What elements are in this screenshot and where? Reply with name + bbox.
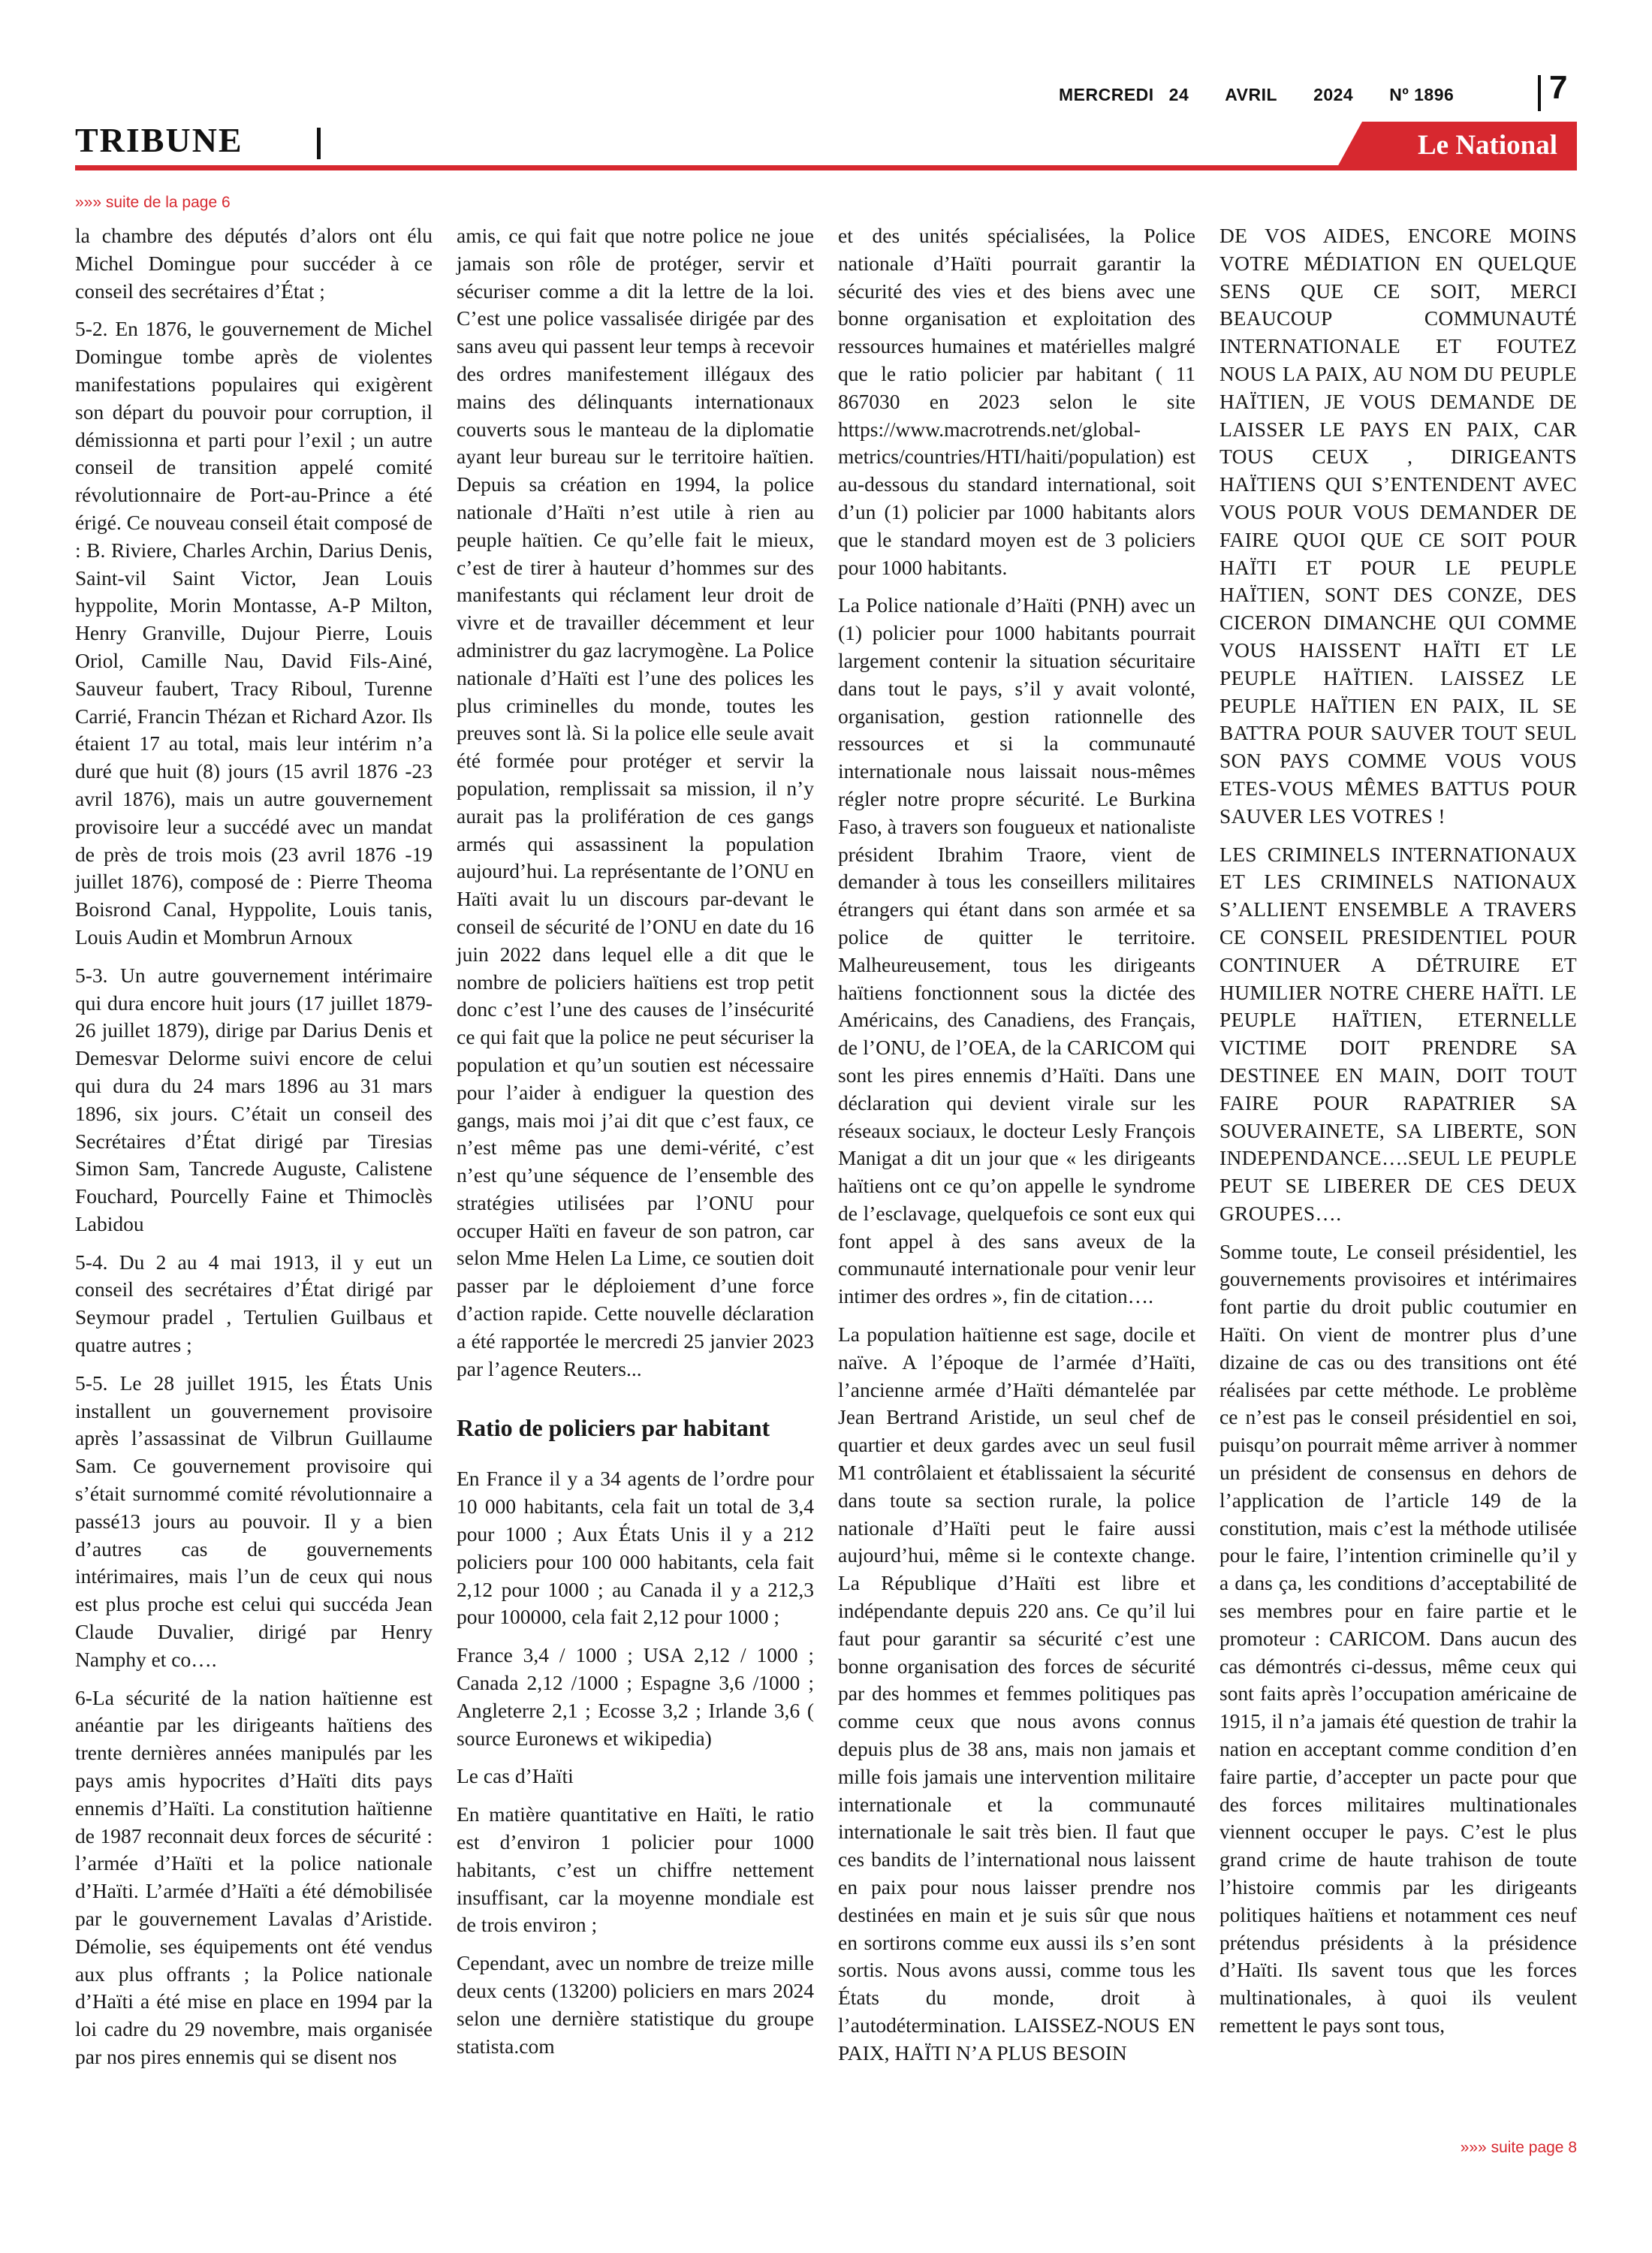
paragraph: et des unités spécialisées, la Police nationale d’Haïti pourrait garantir la sécurité des vies et des biens avec une bonne organisation et exploitation des ressources humaines et matérielles malgré que le ratio policier par habitant ( 11 867030 en 2023 selon le site https://www.macrotrends.net/global-metrics/countries/HTI/haiti/population) est au-dessous du standard international, soit d’un (1) policier par 1000 habitants alors que le standard moyen est de 3 policiers pour 1000 habitants. [838, 224, 1195, 579]
paragraph: En matière quantitative en Haïti, le ratio est d’environ 1 policier pour 1000 habitants, c’est un chiffre nettement insuffisant, car la moyenne mondiale est de trois environ ; [457, 1802, 814, 1937]
section-title: TRIBUNE [75, 121, 243, 159]
paragraph: Cependant, avec un nombre de treize mille deux cents (13200) policiers en mars 2024 selon une dernière statistique du groupe statista.com [457, 1951, 814, 2058]
paragraph: En France il y a 34 agents de l’ordre pour 10 000 habitants, cela fait un total de 3,4 pour 1000 ; Aux États Unis il y a 212 policiers pour 100 000 habitants, cela fait 2,12 pour 1000 ; au Canada il y a 212,3 pour 100000, cela fait 2,12 pour 1000 ; [457, 1467, 814, 1629]
paragraph: La population haïtienne est sage, docile et naïve. A l’époque de l’armée d’Haïti, l’ancienne armée d’Haïti démantelée par Jean Bertrand Aristide, un seul chef de quartier et deux gardes avec un seul fusil M1 contrôlaient et établissaient la sécurité dans toute sa section rurale, la police nationale d’Haïti peut le faire aussi aujourd’hui, même si le contexte change. La République d’Haïti est libre et indépendante depuis 220 ans. Ce qu’il lui faut pour garantir sa sécurité c’est une bonne organisation des forces de sécurité par des hommes et femmes politiques pas comme ceux que nous avons connus depuis plus de 38 ans, mais non jamais et mille fois jamais une intervention militaire internationale et la communauté internationale le sait très bien. Il faut que ces bandits de l’international nous laissent en paix pour nous laisser prendre nos destinées en main et je suis sûr que nous en sortirons comme eux aussi ils s’en sont sortis. Nous avons aussi, comme tous les États du monde, droit à l’autodétermination. LAISSEZ-NOUS EN PAIX, HAÏTI N’A PLUS BESOIN [838, 1323, 1195, 2064]
paragraph: Somme toute, Le conseil présidentiel, les gouvernements provisoires et intérimaires font partie du droit public coutumier en Haïti. On vient de montrer plus d’une dizaine de cas ou des transitions ont été réalisées par cette méthode. Le problème ce n’est pas le conseil présidentiel en soi, puisqu’on pourrait même arriver à nommer un président de consensus en dehors de l’application de l’article 149 de la constitution, mais c’est la méthode utilisée pour le faire, l’intention criminelle qu’il y a dans ça, les conditions d’acceptabilité de ses membres pour en faire partie et le promoteur : CARICOM. Dans aucun des cas démontrés ci-dessus, même ceux qui sont faits après l’occupation américaine de 1915, il n’a jamais été question de trahir la nation en acceptant comme condition d’en faire partie, d’accepter un pacte pour que des forces militaires multinationales viennent occuper le pays. C’est le plus grand crime de haute trahison de toute l’histoire commis par les dirigeants politiques haïtiens et notamment ces neuf prétendus présidents à la présidence d’Haïti. Ils savent tous que les forces multinationales, à quoi ils veulent remettent le pays sont tous, [1219, 1239, 1577, 2037]
continued-from-link[interactable]: »»» suite de la page 6 [75, 194, 231, 211]
issue-dateline [1059, 85, 1454, 105]
paragraph: 5-3. Un autre gouvernement intérimaire qui dura encore huit jours (17 juillet 1879-26 juillet 1879), dirige par Darius Denis et Demesvar Delorme suivi encore de celui qui dura du 24 mars 1896 au 31 mars 1896, six jours. C’était un conseil des Secrétaires d’État dirigé par Tiresias Simon Sam, Tancrede Auguste, Calistene Fouchard, Pourcelly Faine et Thimoclès Labidou [75, 963, 433, 1235]
paragraph: 6-La sécurité de la nation haïtienne est anéantie par les dirigeants haïtiens des trente dernières années manipulés par les pays amis hypocrites d’Haïti dits pays ennemis d’Haïti. La constitution haïtienne de 1987 reconnait deux forces de sécurité : l’armée d’Haïti et la police nationale d’Haïti. L’armée d’Haïti a été démobilisée par le gouvernement Lavalas d’Aristide. Démolie, ses équipements ont été vendus aux plus offrants ; la Police nationale d’Haïti a été mise en place en 1994 par la loi cadre du 29 novembre, mais organisée par nos pires ennemis qui se disent nos [75, 1685, 433, 2068]
paragraph: 5-4. Du 2 au 4 mai 1913, il y eut un conseil des secrétaires d’État dirigé par Seymour pradel , Tertulien Guilbaus et quatre autres ; [75, 1250, 433, 1357]
dateline-date: 24 [1168, 85, 1189, 104]
paragraph: la chambre des députés d’alors ont élu Michel Domingue pour succéder à ce conseil des secrétaires d’État ; [75, 224, 433, 303]
article-column-1 [75, 222, 433, 2082]
brand-name: Le National [1417, 130, 1557, 161]
continued-to-link[interactable]: »»» suite page 8 [1460, 2139, 1577, 2156]
dateline-year: 2024 [1313, 85, 1354, 104]
page-number: 7 [1549, 69, 1568, 106]
dateline-month: AVRIL [1225, 85, 1278, 104]
dateline-day: MERCREDI [1059, 85, 1154, 104]
paragraph: 5-2. En 1876, le gouvernement de Michel Domingue tombe après de violentes manifestations populaires qui exigèrent son départ du pouvoir pour corruption, il démissionna et parti pour l’exil ; un autre conseil de transition appelé comité révolutionnaire de Port-au-Prince a été érigé. Ce nouveau conseil était composé de : B. Riviere, Charles Archin, Darius Denis, Saint-vil Saint Victor, Jean Louis hyppolite, Morin Montasse, A-P Milton, Henry Granville, Dujour Pierre, Louis Oriol, Camille Nau, David Fils-Ainé, Sauveur faubert, Tracy Riboul, Turenne Carrié, Francin Thézan et Richard Azor. Ils étaient 17 au total, mais leur intérim n’a duré que huit (8) jours (15 avril 1876 -23 avril 1876), mais un autre gouvernement provisoire leur a succédé avec un mandat de près de trois mois (23 avril 1876 -19 juillet 1876), composé de : Pierre Theoma Boisrond Canal, Hyppolite, Louis tanis, Louis Audin et Mombrun Arnoux [75, 317, 433, 949]
header-divider [1538, 75, 1541, 111]
paragraph: La Police nationale d’Haïti (PNH) avec un (1) policier pour 1000 habitants pourrait largement contenir la situation sécuritaire dans tout le pays, s’il y avait volonté, organisation, gestion rationnelle des ressources et si la communauté internationale nous laissait nous-mêmes régler notre propre sécurité. Le Burkina Faso, à travers son fougueux et nationaliste président Ibrahim Traore, vient de demander à tous les conseillers militaires étrangers qui étant dans son armée et sa police de quitter le territoire. Malheureusement, tous les dirigeants haïtiens fonctionnent sous la dictée des Américains, des Canadiens, des Français, de l’ONU, de l’OEA, de la CARICOM qui sont les pires ennemis d’Haïti. Dans une déclaration qui devient virale sur les réseaux sociaux, le docteur Lesly François Manigat a dit un jour que « les dirigeants haïtiens ont ce qu’on appelle le syndrome de l’esclavage, quelquefois ce sont eux qui font appel à des sans aveux de la communauté internationale pour venir leur intimer des ordres », fin de citation…. [838, 593, 1195, 1308]
article-column-4 [1219, 222, 1577, 2050]
paragraph: amis, ce qui fait que notre police ne joue jamais son rôle de protéger, servir et sécuriser comme a dit la lettre de la loi. C’est une police vassalisée dirigée par des sans aveu qui passent leur temps à recevoir des ordres manifestement illégaux des mains des délinquants internationaux couverts sous le manteau de la diplomatie ayant leur bureau sur le territoire haïtien. Depuis sa création en 1994, la police nationale d’Haïti n’est utile à rien au peuple haïtien. Ce qu’elle fait le mieux, c’est de tirer à hauteur d’hommes sur des manifestants qui réclament leur droit de vivre et de travailler décemment et leur administrer du gaz lacrymogène. La Police nationale d’Haïti est l’une des polices les plus criminelles du monde, toutes les preuves sont là. Si la police elle seule avait été formée pour protéger et servir la population, remplissait sa mission, il n’y aurait pas la prolifération de ces gangs armés qui assassinent la population aujourd’hui. La représentante de l’ONU en Haïti avait lu un discours par-devant le conseil de sécurité de l’ONU en date du 16 juin 2022 dans lequel elle a dit que le nombre de policiers haïtiens est trop petit donc c’est l’une des causes de l’insécurité ce qui fait que la police ne peut sécuriser la population et qu’un soutien est nécessaire pour l’aider à endiguer la question des gangs, mais moi j’ai dit que c’est faux, ce n’est même pas une demi-vérité, c’est n’est qu’une séquence de l’ensemble des stratégies utilisées par l’ONU pour occuper Haïti en faveur de son patron, car selon Mme Helen La Lime, ce soutien doit passer par le déploiement d’une force d’action rapide. Cette nouvelle déclaration a été rapportée le mercredi 25 janvier 2023 par l’agence Reuters... [457, 224, 814, 1380]
paragraph: Le cas d’Haïti [457, 1764, 574, 1788]
paragraph: 5-5. Le 28 juillet 1915, les États Unis installent un gouvernement provisoire après l’assassinat de Vilbrun Guillaume Sam. Ce gouvernement provisoire qui s’était surnommé comité révolutionnaire a passé13 jours au pouvoir. Il y a bien d’autres cas de gouvernements intérimaires, mais l’un de ceux qui nous est plus proche est celui qui succéda Jean Claude Duvalier, dirigé par Henry Namphy et co…. [75, 1371, 433, 1671]
article-column-3 [838, 222, 1195, 2078]
paragraph: France 3,4 / 1000 ; USA 2,12 / 1000 ; Canada 2,12 /1000 ; Espagne 3,6 /1000 ; Angleterre 2,1 ; Ecosse 3,2 ; Irlande 3,6 ( source Euronews et wikipedia) [457, 1643, 814, 1750]
section-divider [317, 128, 321, 159]
article-column-2 [457, 222, 814, 2071]
issue-number: Nº 1896 [1389, 85, 1455, 104]
subheading: Ratio de policiers par habitant [457, 1414, 770, 1442]
paragraph: DE VOS AIDES, ENCORE MOINS VOTRE MÉDIATION EN QUELQUE SENS QUE CE SOIT, MERCI BEAUCOUP COMMUNAUTÉ INTERNATIONALE ET FOUTEZ NOUS LA PAIX, AU NOM DU PEUPLE HAÏTIEN, JE VOUS DEMANDE DE LAISSER LE PAYS EN PAIX, CAR TOUS CEUX , DIRIGEANTS HAÏTIENS QUI S’ENTENDENT AVEC VOUS POUR VOUS DEMANDER DE FAIRE QUOI QUE CE SOIT POUR HAÏTI ET POUR LE PEUPLE HAÏTIEN, SONT DES CONZE, DES CICERON DIMANCHE QUI COMME VOUS HAISSENT HAÏTI ET LE PEUPLE HAÏTIEN. LAISSEZ LE PEUPLE HAÏTIEN EN PAIX, IL SE BATTRA POUR SAUVER TOUT SEUL SON PAYS COMME VOUS VOUS ETES-VOUS MÊMES BATTUS POUR SAUVER LES VOTRES ! [1219, 224, 1577, 828]
header-rule [75, 165, 1577, 170]
paragraph: LES CRIMINELS INTERNATIONAUX ET LES CRIMINELS NATIONAUX S’ALLIENT ENSEMBLE A TRAVERS CE CONSEIL PRESIDENTIEL POUR CONTINUER A DÉTRUIRE ET HUMILIER NOTRE CHERE HAÏTI. LE PEUPLE HAÏTIEN, ETERNELLE VICTIME DOIT PRENDRE SA DESTINEE EN MAIN, DOIT TOUT FAIRE POUR RAPATRIER SA SOUVERAINETE, SA LIBERTE, SON INDEPENDANCE….SEUL LE PEUPLE PEUT SE LIBERER DE CES DEUX GROUPES…. [1219, 842, 1577, 1225]
